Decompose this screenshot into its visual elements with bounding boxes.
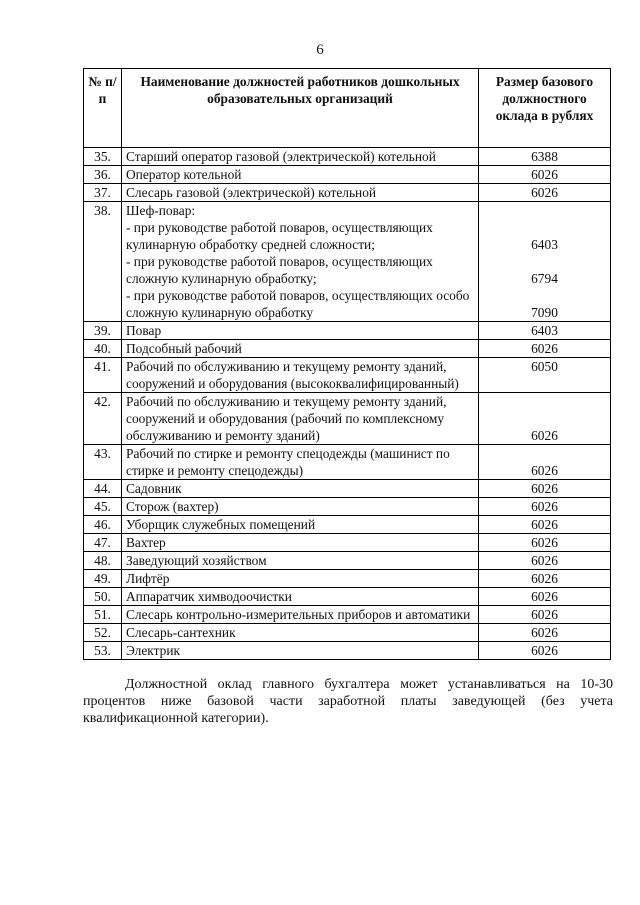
- position-name: Садовник: [122, 480, 479, 498]
- row-number: 53.: [84, 642, 122, 660]
- base-salary: 6026: [479, 606, 611, 624]
- row-number: 35.: [84, 148, 122, 166]
- row-number: 40.: [84, 340, 122, 358]
- table-row: [84, 358, 611, 393]
- table-row: [84, 166, 611, 184]
- position-name: Электрик: [122, 642, 479, 660]
- row-number: 46.: [84, 516, 122, 534]
- position-name: Рабочий по обслуживанию и текущему ремонту зданий, сооружений и оборудования (рабочий по комплексному обслуживанию и ремонту зданий): [122, 393, 479, 445]
- table-row: [84, 148, 611, 166]
- base-salary: 6026: [479, 480, 611, 498]
- base-salary: 6026: [479, 588, 611, 606]
- base-salary: 6050: [479, 358, 611, 393]
- base-salary: 6026: [479, 445, 611, 480]
- table-row: [84, 552, 611, 570]
- base-salary: 6026: [479, 166, 611, 184]
- position-name: Рабочий по обслуживанию и текущему ремонту зданий, сооружений и оборудования (высококвалифицированный): [122, 358, 479, 393]
- table-row: [84, 642, 611, 660]
- table-row: [84, 393, 611, 445]
- position-name: Подсобный рабочий: [122, 340, 479, 358]
- base-salary: 6026: [479, 393, 611, 445]
- position-subitem: - при руководстве работой поваров, осуществляющих сложную кулинарную обработку;: [126, 254, 433, 286]
- position-subitem: - при руководстве работой поваров, осуществляющих кулинарную обработку средней сложности;: [126, 220, 433, 252]
- base-salary: 6388: [479, 148, 611, 166]
- base-salary: 6026: [479, 184, 611, 202]
- base-salary: 6026: [479, 642, 611, 660]
- row-number: 51.: [84, 606, 122, 624]
- base-salary: 6026: [479, 534, 611, 552]
- table-header-row: [84, 69, 611, 148]
- page-number: 6: [316, 42, 324, 58]
- base-salary: 6026: [479, 552, 611, 570]
- table-row: [84, 516, 611, 534]
- base-salary: 6026: [479, 570, 611, 588]
- position-name: Лифтёр: [122, 570, 479, 588]
- position-name: Слесарь контрольно-измерительных приборов и автоматики: [122, 606, 479, 624]
- table-row: [84, 322, 611, 340]
- position-name: Аппаратчик химводоочистки: [122, 588, 479, 606]
- row-number: 38.: [84, 202, 122, 322]
- table-row: [84, 498, 611, 516]
- table-row: [84, 202, 611, 322]
- position-name: Слесарь газовой (электрической) котельной: [122, 184, 479, 202]
- table-row: [84, 624, 611, 642]
- row-number: 44.: [84, 480, 122, 498]
- subitem-salary: 7090: [531, 305, 558, 320]
- chief-accountant-note: Должностной оклад главного бухгалтера может устанавливаться на 10-30 процентов ниже базовой части заработной платы заведующей (без учета квалификационной категории).: [83, 677, 613, 726]
- table-row: [84, 184, 611, 202]
- table-row: [84, 340, 611, 358]
- position-name: Повар: [122, 322, 479, 340]
- position-name: Вахтер: [122, 534, 479, 552]
- table-row: [84, 534, 611, 552]
- row-number: 37.: [84, 184, 122, 202]
- position-name: Слесарь-сантехник: [122, 624, 479, 642]
- position-name: [122, 202, 479, 322]
- position-name: Старший оператор газовой (электрической) котельной: [122, 148, 479, 166]
- header-num: № п/п: [84, 69, 122, 148]
- subitem-salary: 6403: [531, 237, 558, 252]
- row-number: 43.: [84, 445, 122, 480]
- table-row: [84, 606, 611, 624]
- header-position-name: Наименование должностей работников дошкольных образовательных организаций: [122, 69, 479, 148]
- table-row: [84, 445, 611, 480]
- row-number: 47.: [84, 534, 122, 552]
- position-name: Оператор котельной: [122, 166, 479, 184]
- row-number: 41.: [84, 358, 122, 393]
- base-salary: 6026: [479, 340, 611, 358]
- salary-table: [83, 68, 611, 660]
- subitem-salary: 6794: [531, 271, 558, 286]
- row-number: 50.: [84, 588, 122, 606]
- row-number: 52.: [84, 624, 122, 642]
- base-salary: 6026: [479, 624, 611, 642]
- table-row: [84, 480, 611, 498]
- row-number: 39.: [84, 322, 122, 340]
- row-number: 42.: [84, 393, 122, 445]
- row-number: 36.: [84, 166, 122, 184]
- header-salary: Размер базового должностного оклада в рублях: [479, 69, 611, 148]
- base-salary: 6026: [479, 498, 611, 516]
- table-row: [84, 570, 611, 588]
- row-number: 49.: [84, 570, 122, 588]
- base-salary: 6403: [479, 322, 611, 340]
- position-name: Рабочий по стирке и ремонту спецодежды (машинист по стирке и ремонту спецодежды): [122, 445, 479, 480]
- position-name: Уборщик служебных помещений: [122, 516, 479, 534]
- row-number: 48.: [84, 552, 122, 570]
- position-group-title: Шеф-повар:: [126, 203, 196, 218]
- position-name: Сторож (вахтер): [122, 498, 479, 516]
- row-number: 45.: [84, 498, 122, 516]
- base-salary: [479, 202, 611, 322]
- base-salary: 6026: [479, 516, 611, 534]
- position-subitem: - при руководстве работой поваров, осуществляющих особо сложную кулинарную обработку: [126, 288, 470, 320]
- position-name: Заведующий хозяйством: [122, 552, 479, 570]
- table-row: [84, 588, 611, 606]
